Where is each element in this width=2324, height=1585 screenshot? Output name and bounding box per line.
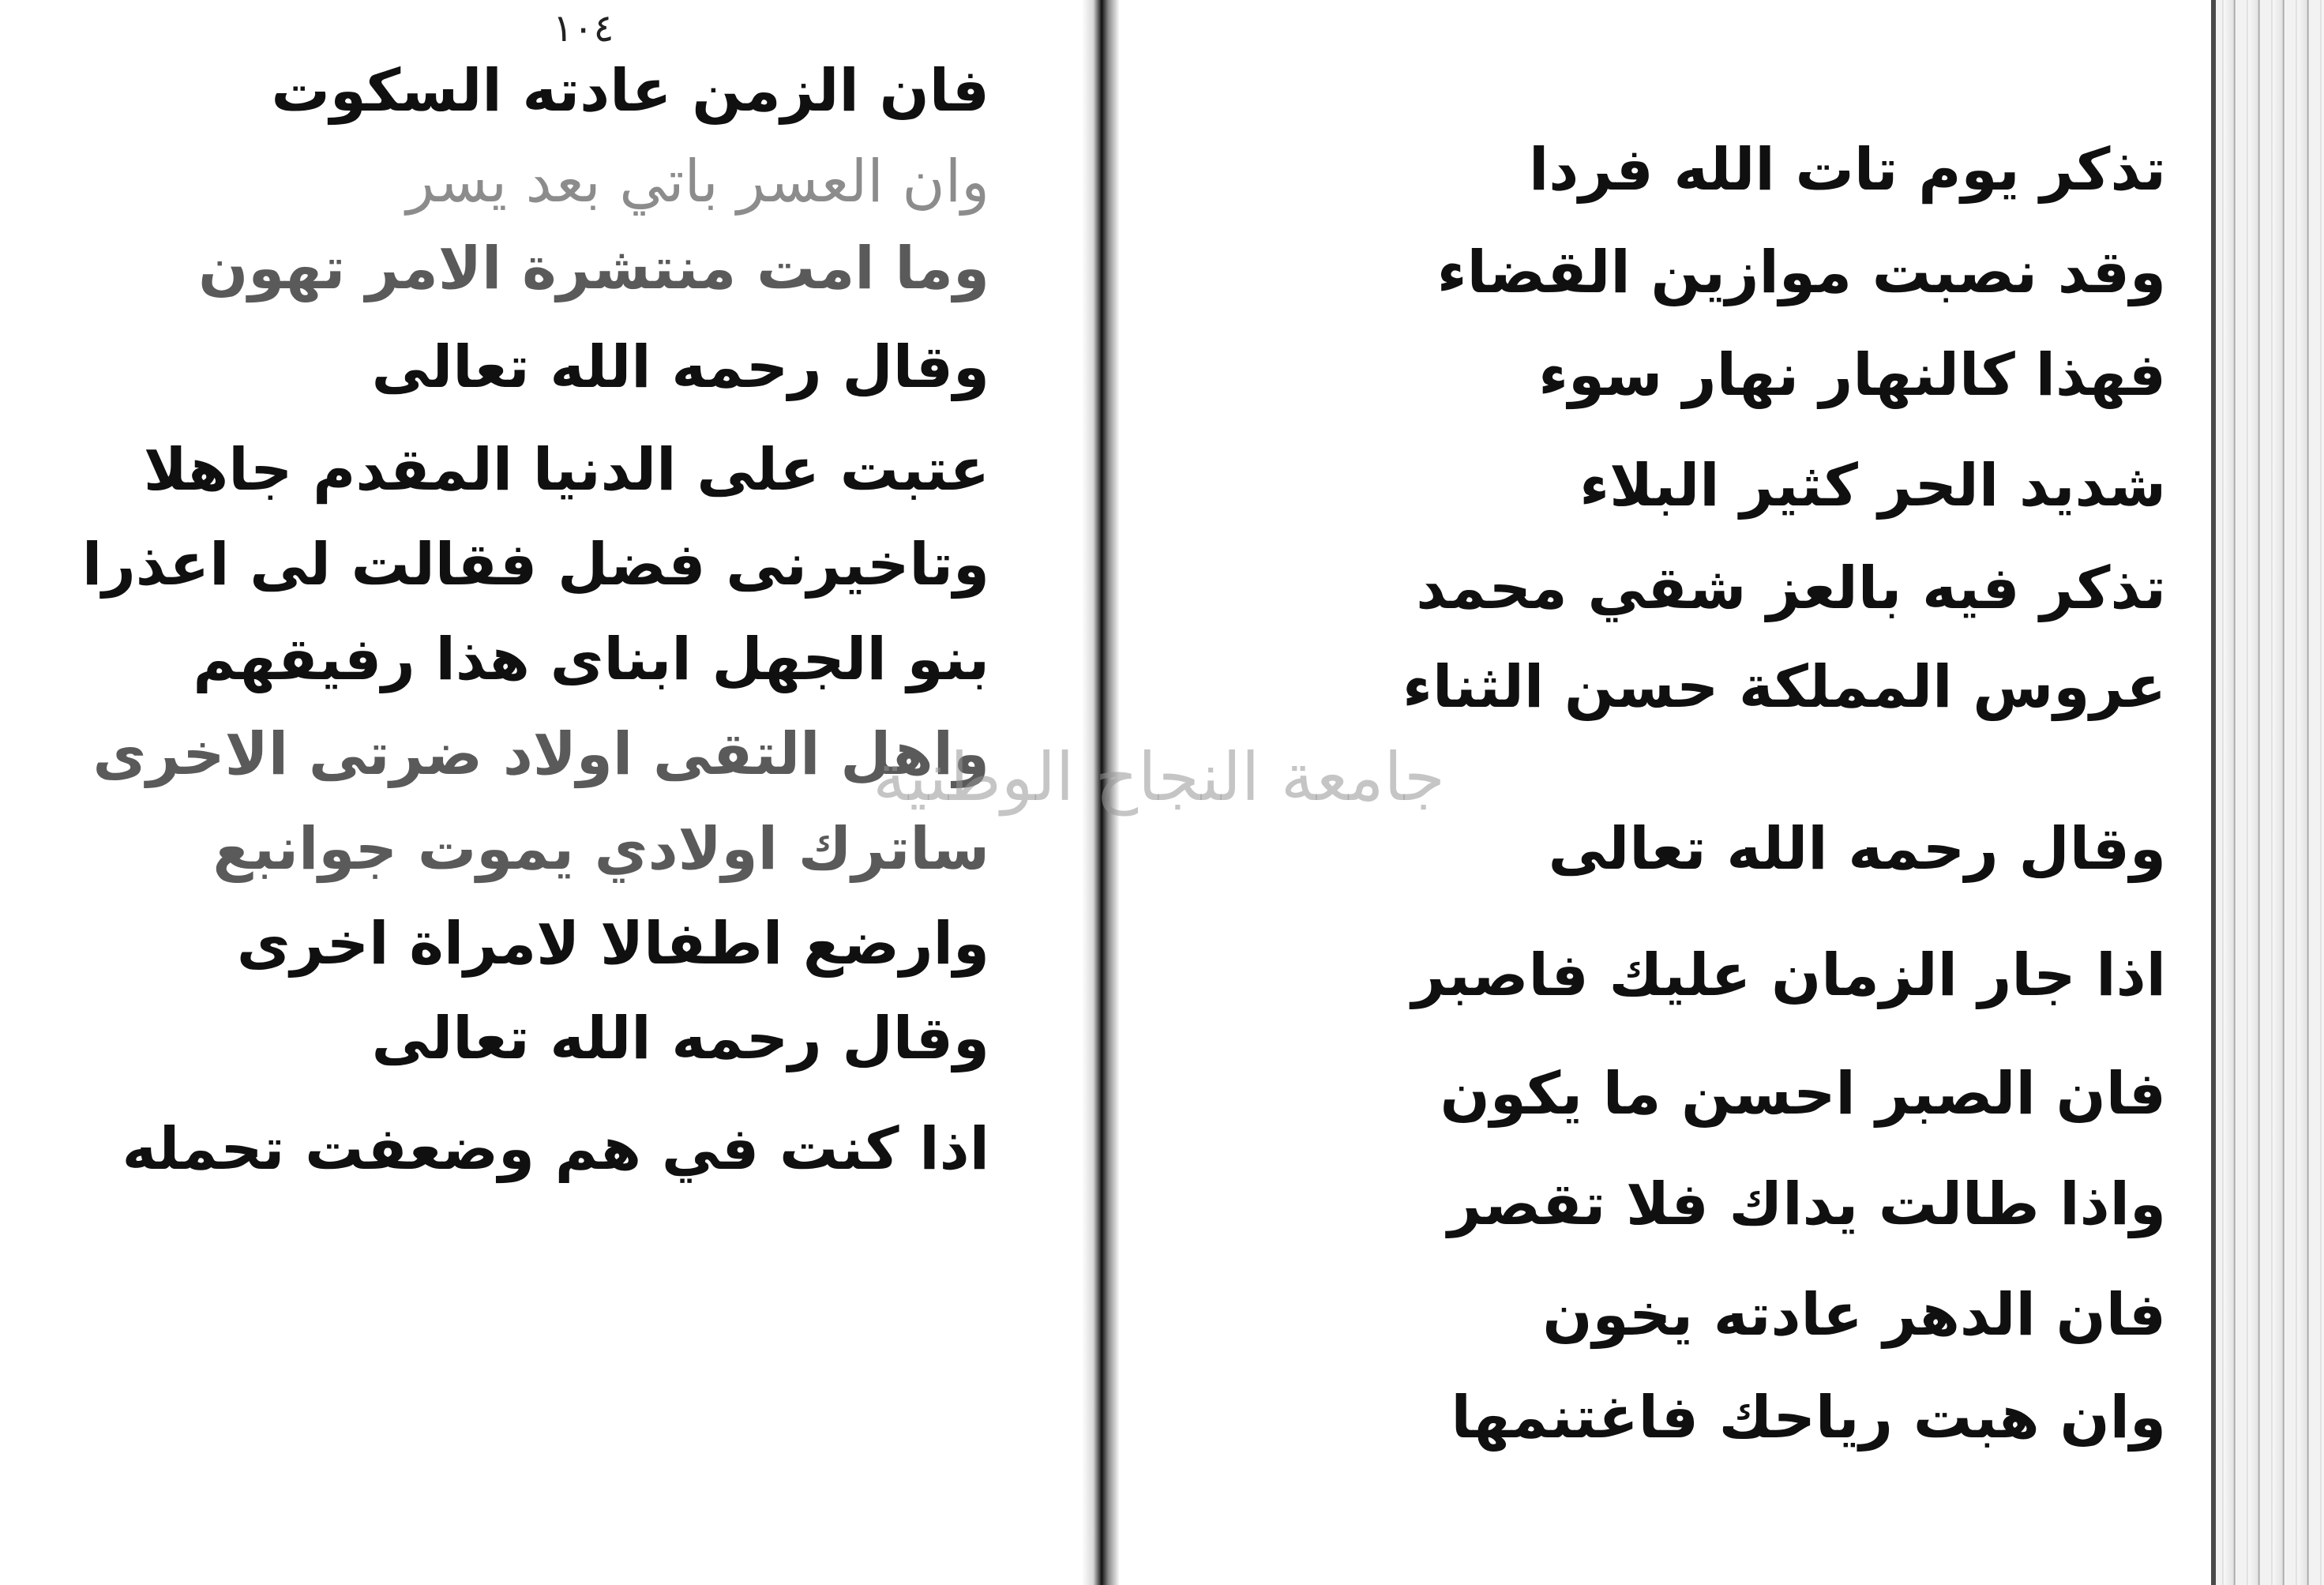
- text-line: وان العسر باتي بعد يسر: [406, 148, 989, 216]
- text-line: اذا كنت في هم وضعفت تحمله: [122, 1115, 989, 1183]
- page-number: ١٠٤: [553, 6, 614, 51]
- text-line: بنو الجهل ابناى هذا رفيقهم: [193, 625, 989, 693]
- text-line: وان هبت رياحك فاغتنمها: [1451, 1384, 2166, 1452]
- text-line: وما امت منتشرة الامر تهون: [198, 235, 989, 302]
- text-line: تذكر يوم تات الله فردا: [1528, 136, 2166, 204]
- text-line: فان الصبر احسن ما يكون: [1440, 1060, 2166, 1128]
- text-line: اذا جار الزمان عليك فاصبر: [1411, 941, 2166, 1009]
- right-page-edges: [2211, 0, 2324, 1585]
- text-line: واهل التقى اولاد ضرتى الاخرى: [92, 720, 989, 788]
- text-line: وقال رحمه الله تعالى: [371, 1005, 989, 1072]
- text-line: واذا طالت يداك فلا تقصر: [1447, 1170, 2166, 1238]
- text-line: فهذا كالنهار نهار سوء: [1538, 341, 2166, 409]
- text-line: وارضع اطفالا لامراة اخرى: [236, 910, 989, 978]
- text-line: وقال رحمه الله تعالى: [1548, 815, 2166, 883]
- watermark-stamp: جامعة النجاح الوطنية: [873, 738, 1445, 816]
- text-line: فان الدهر عادته يخون: [1542, 1281, 2166, 1349]
- text-line: فان الزمن عادته السكوت: [271, 57, 989, 125]
- text-line: وقال رحمه الله تعالى: [371, 333, 989, 401]
- text-line: وتاخيرنى فضل فقالت لى اعذرا: [81, 531, 989, 599]
- text-line: شديد الحر كثير البلاء: [1579, 452, 2166, 520]
- text-line: تذكر فيه بالعز شقي محمد: [1416, 554, 2166, 622]
- text-line: عروس المملكة حسن الثناء: [1402, 653, 2166, 721]
- text-line: ساترك اولادي يموت جوانبع: [212, 815, 989, 883]
- text-line: وقد نصبت موازين القضاء: [1436, 239, 2166, 306]
- text-line: عتبت على الدنيا المقدم جاهلا: [143, 436, 989, 504]
